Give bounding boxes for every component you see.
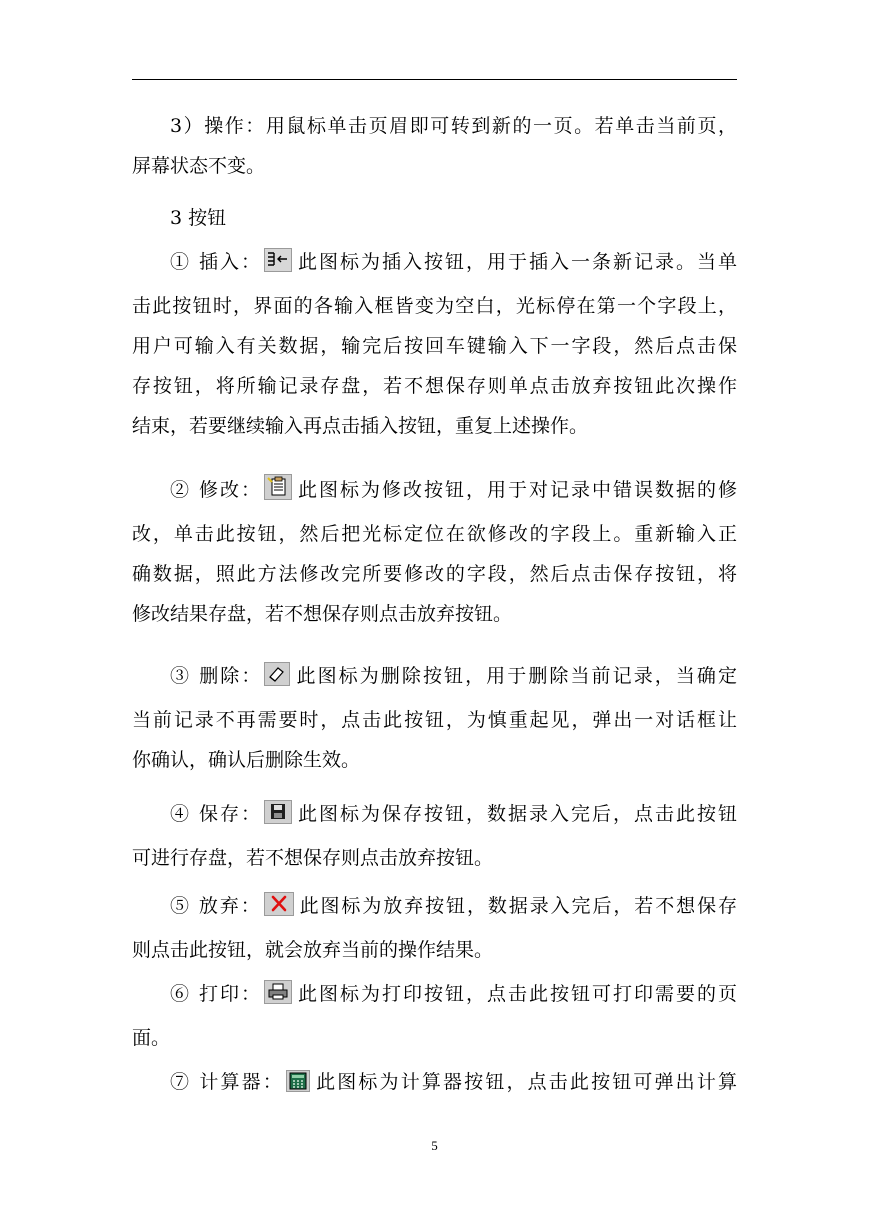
text-line bbox=[132, 470, 737, 514]
delete-paragraph bbox=[132, 656, 737, 780]
text-line: 当前记录不再需要时，点击此按钮，为慎重起见，弹出一对话框让 bbox=[132, 709, 737, 731]
item-text: 此图标为打印按钮，点击此按钮可打印需要的页 bbox=[296, 983, 737, 1005]
edit-record-icon bbox=[264, 474, 292, 514]
item-label: ① 插入： bbox=[170, 251, 263, 273]
item-label: ③ 删除： bbox=[170, 665, 263, 687]
modify-paragraph bbox=[132, 470, 737, 634]
item-label: ④ 保存： bbox=[170, 803, 263, 825]
text-line bbox=[132, 1062, 737, 1106]
text-line: 结束，若要继续输入再点击插入按钮，重复上述操作。 bbox=[132, 415, 589, 437]
section-heading bbox=[132, 198, 737, 238]
text-line: 可进行存盘，若不想保存则点击放弃按钮。 bbox=[132, 847, 494, 869]
text-line: 3）操作：用鼠标单击页眉即可转到新的一页。若单击当前页， bbox=[170, 115, 737, 137]
text-line bbox=[132, 886, 737, 930]
text-line bbox=[132, 242, 737, 286]
insert-record-icon bbox=[264, 246, 292, 286]
text-line bbox=[132, 656, 737, 700]
item-text: 此图标为放弃按钮，数据录入完后，若不想保存 bbox=[297, 895, 737, 917]
eraser-icon bbox=[264, 660, 290, 700]
text-line bbox=[132, 794, 737, 838]
operation-paragraph bbox=[132, 106, 737, 186]
item-text: 此图标为插入按钮，用于插入一条新记录。当单 bbox=[296, 251, 737, 273]
save-paragraph bbox=[132, 794, 737, 878]
text-line bbox=[132, 974, 737, 1018]
text-line: 修改结果存盘，若不想保存则点击放弃按钮。 bbox=[132, 603, 513, 625]
floppy-disk-icon bbox=[264, 798, 292, 838]
discard-paragraph bbox=[132, 886, 737, 970]
printer-icon bbox=[264, 978, 292, 1018]
text-line: 面。 bbox=[132, 1027, 171, 1049]
page-number: 5 bbox=[431, 1138, 438, 1153]
text-line: 则点击此按钮，就会放弃当前的操作结果。 bbox=[132, 939, 494, 961]
text-line: 击此按钮时，界面的各输入框皆变为空白，光标停在第一个字段上， bbox=[132, 295, 737, 317]
header-rule bbox=[132, 79, 737, 80]
item-text: 此图标为保存按钮，数据录入完后，点击此按钮 bbox=[296, 803, 737, 825]
print-paragraph bbox=[132, 974, 737, 1058]
calculator-icon bbox=[286, 1066, 310, 1106]
red-x-icon bbox=[264, 890, 294, 930]
item-text: 此图标为修改按钮，用于对记录中错误数据的修 bbox=[296, 479, 737, 501]
item-label: ② 修改： bbox=[170, 479, 263, 501]
item-text: 此图标为删除按钮，用于删除当前记录，当确定 bbox=[294, 665, 737, 687]
calculator-paragraph bbox=[132, 1062, 737, 1106]
text-line: 改，单击此按钮，然后把光标定位在欲修改的字段上。重新输入正 bbox=[132, 523, 737, 545]
item-label: ⑦ 计算器： bbox=[170, 1071, 284, 1093]
text-line: 用户可输入有关数据，输完后按回车键输入下一字段，然后点击保 bbox=[132, 335, 737, 357]
text-line: 存按钮，将所输记录存盘，若不想保存则单点击放弃按钮此次操作 bbox=[132, 375, 737, 397]
item-label: ⑤ 放弃： bbox=[170, 895, 262, 917]
insert-paragraph bbox=[132, 242, 737, 446]
text-line: 屏幕状态不变。 bbox=[132, 155, 266, 177]
text-line: 确数据，照此方法修改完所要修改的字段，然后点击保存按钮，将 bbox=[132, 563, 737, 585]
text-line: 你确认，确认后删除生效。 bbox=[132, 749, 361, 771]
section-title: 3 按钮 bbox=[170, 207, 227, 229]
item-label: ⑥ 打印： bbox=[170, 983, 263, 1005]
item-text: 此图标为计算器按钮，点击此按钮可弹出计算 bbox=[313, 1071, 737, 1093]
